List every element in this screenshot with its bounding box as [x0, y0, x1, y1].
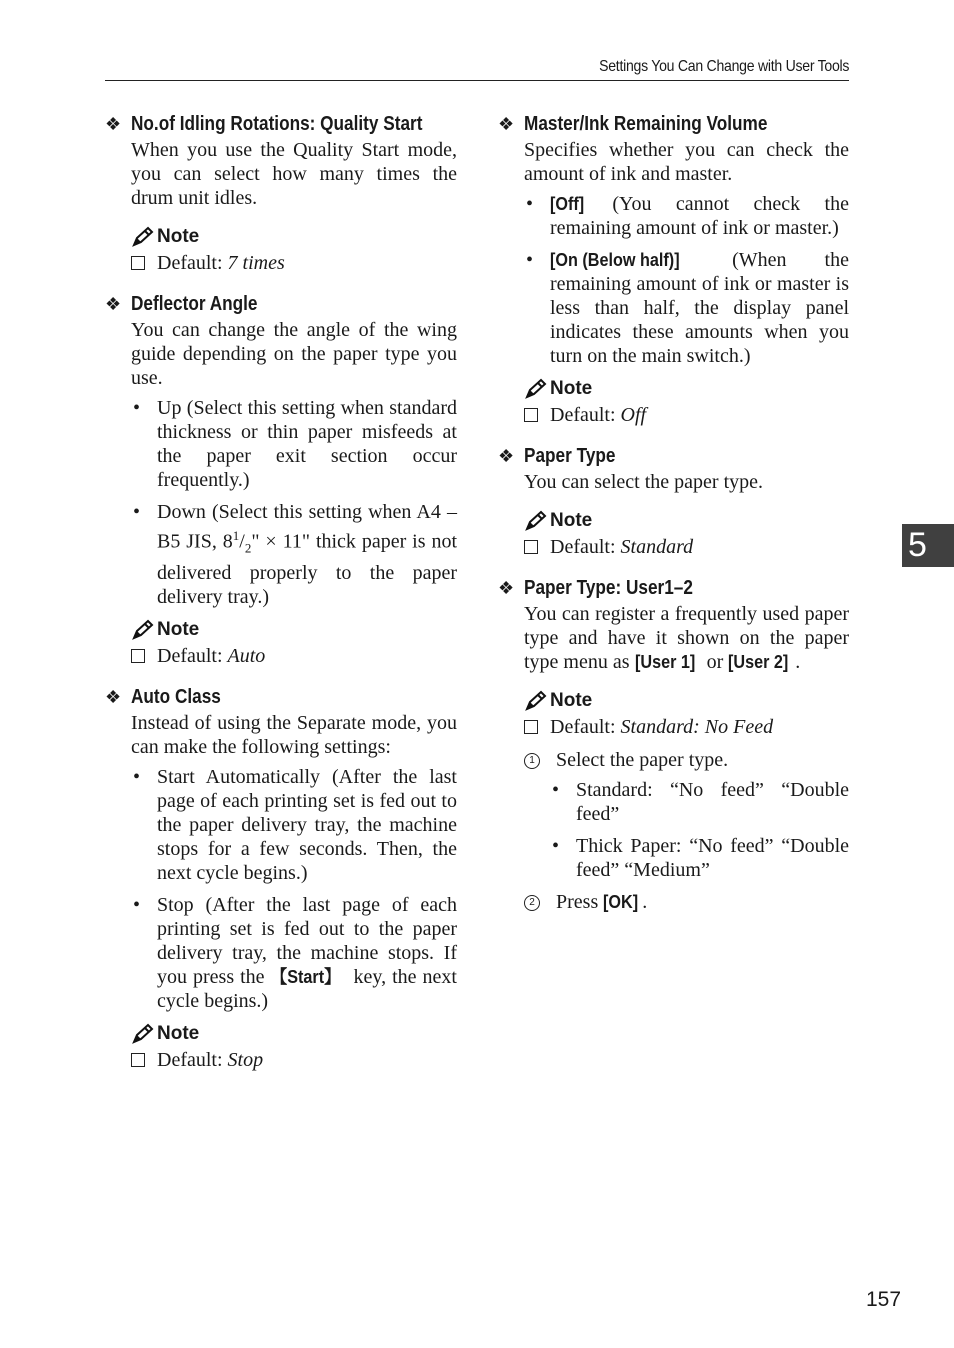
- pencil-icon: [131, 1023, 157, 1045]
- section-paper-type-user: [498, 574, 849, 914]
- diamond-cluster-icon: ❖: [105, 686, 122, 707]
- section-paper-type: [498, 442, 849, 560]
- diamond-cluster-icon: ❖: [105, 294, 122, 314]
- note-block: [131, 224, 457, 276]
- pencil-icon: [524, 510, 550, 532]
- step-number-icon: 1: [524, 753, 540, 769]
- checkbox-icon: [524, 720, 538, 734]
- procedure-step: 1 Select the paper type.: [524, 748, 849, 772]
- ok-key-label: [OK]: [603, 892, 639, 912]
- chapter-tab: 5: [902, 524, 954, 567]
- diamond-cluster-icon: ❖: [498, 114, 515, 134]
- procedure-step: 2 Press [OK] .: [524, 890, 849, 914]
- default-value: Off: [620, 404, 647, 426]
- section-body: You can register a frequently used paper type and have it shown on the paper type menu as [User 1] or [User 2] .: [524, 603, 849, 673]
- default-value: Stop: [227, 1048, 264, 1071]
- section-body: When you use the Quality Start mode, you can select how many times the drum unit idles.: [131, 139, 457, 209]
- section-body: Specifies whether you can check the amount of ink and master. • [Off] (You cannot check the remaining amount of ink or master.) • [On (Below half)] (When the remaining amount of ink or master is less than half, the display panel indicates these amounts when you turn on the main switch.): [524, 138, 849, 368]
- default-value: 7 times: [227, 252, 285, 274]
- section-heading: ❖ Deflector Angle: [105, 290, 457, 318]
- default-line: Default: Stop: [131, 1047, 457, 1073]
- off-key-label: [Off]: [550, 194, 585, 214]
- section-master-ink: [498, 110, 849, 428]
- pencil-icon: [524, 378, 550, 400]
- list-item: • Thick Paper: “No feed” “Double feed” “Medium”: [550, 834, 849, 882]
- section-idling-rotations: [105, 110, 457, 276]
- section-heading: ❖ Auto Class: [105, 683, 457, 711]
- section-body: You can change the angle of the wing guide depending on the paper type you use. • Up (Select this setting when standard thickness or thin paper misfeeds at the paper exit section occur frequently.) • Down (Select this setting when A4 – B5 JIS, $8^1/_2$" × 11" thick paper is not delivered properly to the paper delivery tray.): [131, 318, 457, 609]
- default-value: Auto: [227, 644, 266, 667]
- checkbox-icon: [131, 1053, 145, 1067]
- section-body: Instead of using the Separate mode, you can make the following settings: • Start Automatically (After the last page of each printing set is fed out to the paper delivery tray, the machine stops for a few seconds. Then, the next cycle begins.) • Stop (After the last page of each printing set is fed out to the paper delivery tray, the machine stops. If you press the 【Start】 key, the next cycle begins.): [131, 711, 457, 1013]
- note-block: [524, 688, 849, 914]
- list-item: • Up (Select this setting when standard thickness or thin paper misfeeds at the paper exit section occur frequently.): [131, 396, 457, 492]
- section-heading: ❖ Paper Type: User1–2: [498, 574, 849, 602]
- diamond-cluster-icon: ❖: [105, 114, 122, 134]
- list-item: • [Off] (You cannot check the remaining amount of ink or master.): [524, 192, 849, 240]
- note-title: Note: [524, 688, 849, 714]
- page-number: 157: [866, 1288, 902, 1311]
- default-value: Standard: [620, 536, 694, 558]
- note-block: [131, 1021, 457, 1073]
- section-auto-class: [105, 683, 457, 1073]
- step-number-icon: 2: [524, 895, 540, 911]
- list-item: • Down (Select this setting when A4 – B5 JIS, $8^1/_2$" × 11" thick paper is not delivered properly to the paper delivery tray.): [131, 500, 457, 609]
- running-header-title: Settings You Can Change with User Tools: [598, 58, 849, 75]
- section-heading: ❖ Master/Ink Remaining Volume: [498, 110, 849, 138]
- section-heading: ❖ No.of Idling Rotations: Quality Start: [105, 110, 457, 138]
- checkbox-icon: [524, 408, 538, 422]
- section-body: You can select the paper type.: [524, 471, 764, 493]
- note-block: [524, 508, 849, 560]
- note-title: Note: [131, 1021, 457, 1047]
- default-value: Standard: No Feed: [620, 716, 774, 738]
- list-item: • Start Automatically (After the last page of each printing set is fed out to the paper delivery tray, the machine stops for a few seconds. Then, the next cycle begins.): [131, 765, 457, 885]
- on-below-half-key-label: [On (Below half)]: [550, 250, 680, 270]
- user1-key-label: [User 1]: [634, 652, 695, 672]
- note-block: [131, 617, 457, 669]
- checkbox-icon: [131, 256, 145, 270]
- checkbox-icon: [131, 649, 145, 663]
- step-substeps: [550, 778, 849, 882]
- page-header: [105, 56, 849, 81]
- default-line: Default: Standard: [524, 534, 849, 560]
- list-item: • [On (Below half)] (When the remaining amount of ink or master is less than half, the display panel indicates these amounts when you turn on the main switch.): [524, 248, 849, 368]
- note-title: Note: [524, 508, 849, 534]
- note-title: Note: [131, 224, 457, 250]
- diamond-cluster-icon: ❖: [498, 578, 515, 598]
- right-column: [498, 110, 849, 928]
- start-key-label: 【Start】: [270, 966, 340, 987]
- note-title: Note: [131, 617, 457, 643]
- pencil-icon: [131, 619, 157, 641]
- pencil-icon: [524, 690, 550, 712]
- list-item: • Stop (After the last page of each printing set is fed out to the paper delivery tray, the machine stops. If you press the 【Start】 key, the next cycle begins.): [131, 893, 457, 1013]
- note-block: [524, 376, 849, 428]
- note-title: Note: [524, 376, 849, 402]
- default-line: Default: Standard: No Feed: [524, 714, 849, 740]
- pencil-icon: [131, 226, 157, 248]
- section-heading: ❖ Paper Type: [498, 442, 849, 470]
- default-line: Default: 7 times: [131, 250, 457, 276]
- default-line: Default: Auto: [131, 643, 457, 669]
- user2-key-label: [User 2]: [728, 652, 789, 672]
- list-item: • Standard: “No feed” “Double feed”: [550, 778, 849, 826]
- default-line: Default: Off: [524, 402, 849, 428]
- left-column: [105, 110, 457, 1087]
- section-deflector-angle: [105, 290, 457, 669]
- checkbox-icon: [524, 540, 538, 554]
- diamond-cluster-icon: ❖: [498, 446, 515, 466]
